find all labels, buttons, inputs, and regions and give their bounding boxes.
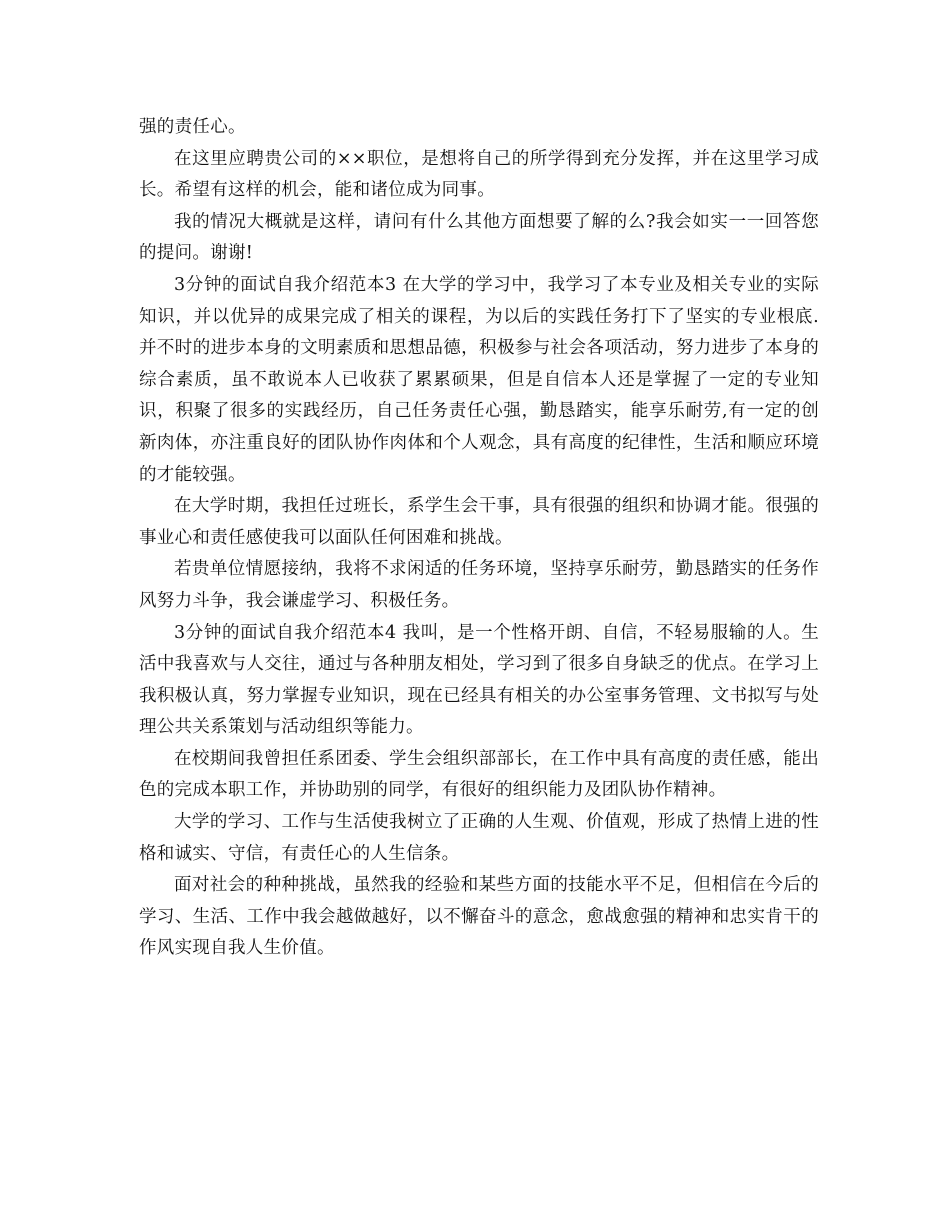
paragraph-8: 在校期间我曾担任系团委、学生会组织部部长，在工作中具有高度的责任感，能出色的完成本职工作，并协助别的同学，有很好的组织能力及团队协作精神。 [139, 748, 819, 801]
paragraph-7: 3分钟的面试自我介绍范本4 我叫，是一个性格开朗、自信，不轻易服输的人。生活中我喜欢与人交往，通过与各种朋友相处，学习到了很多自身缺乏的优点。在学习上我积极认真，努力掌握专业知识，现在已经具有相关的办公室事务管理、文书拟写与处理公共关系策划与活动组织等能力。 [139, 622, 819, 738]
paragraph-1: 强的责任心。 [139, 117, 246, 137]
paragraph-3: 我的情况大概就是这样，请问有什么其他方面想要了解的么?我会如实一一回答您的提问。谢谢! [139, 211, 819, 264]
paragraph-5: 在大学时期，我担任过班长，系学生会干事，具有很强的组织和协调才能。很强的事业心和责任感使我可以面队任何困难和挑战。 [139, 496, 819, 548]
paragraph-4: 3分钟的面试自我介绍范本3 在大学的学习中，我学习了本专业及相关专业的实际知识，并以优异的成果完成了相关的课程，为以后的实践任务打下了坚实的专业根底.并不时的进步本身的文明素质和思想品德，积极参与社会各项活动，努力进步了本身的综合素质，虽不敢说本人已收获了累累硕果，但是自信本人还是掌握了一定的专业知识，积聚了很多的实践经历，自己任务责任心强，勤恳踏实，能享乐耐劳,有一定的创新肉体，亦注重良好的团队协作肉体和个人观念，具有高度的纪律性，生活和顺应环境的才能较强。 [139, 274, 819, 485]
paragraph-6: 若贵单位情愿接纳，我将不求闲适的任务环境，坚持享乐耐劳，勤恳踏实的任务作风努力斗争，我会谦虚学习、积极任务。 [139, 559, 819, 611]
paragraph-10: 面对社会的种种挑战，虽然我的经验和某些方面的技能水平不足，但相信在今后的学习、生活、工作中我会越做越好，以不懈奋斗的意念，愈战愈强的精神和忠实肯干的作风实现自我人生价值。 [139, 875, 819, 959]
paragraph-9: 大学的学习、工作与生活使我树立了正确的人生观、价值观，形成了热情上进的性格和诚实、守信，有责任心的人生信条。 [139, 812, 819, 864]
document-body [139, 112, 819, 965]
paragraph-2: 在这里应聘贵公司的××职位，是想将自己的所学得到充分发挥，并在这里学习成长。希望有这样的机会，能和诸位成为同事。 [139, 148, 819, 201]
